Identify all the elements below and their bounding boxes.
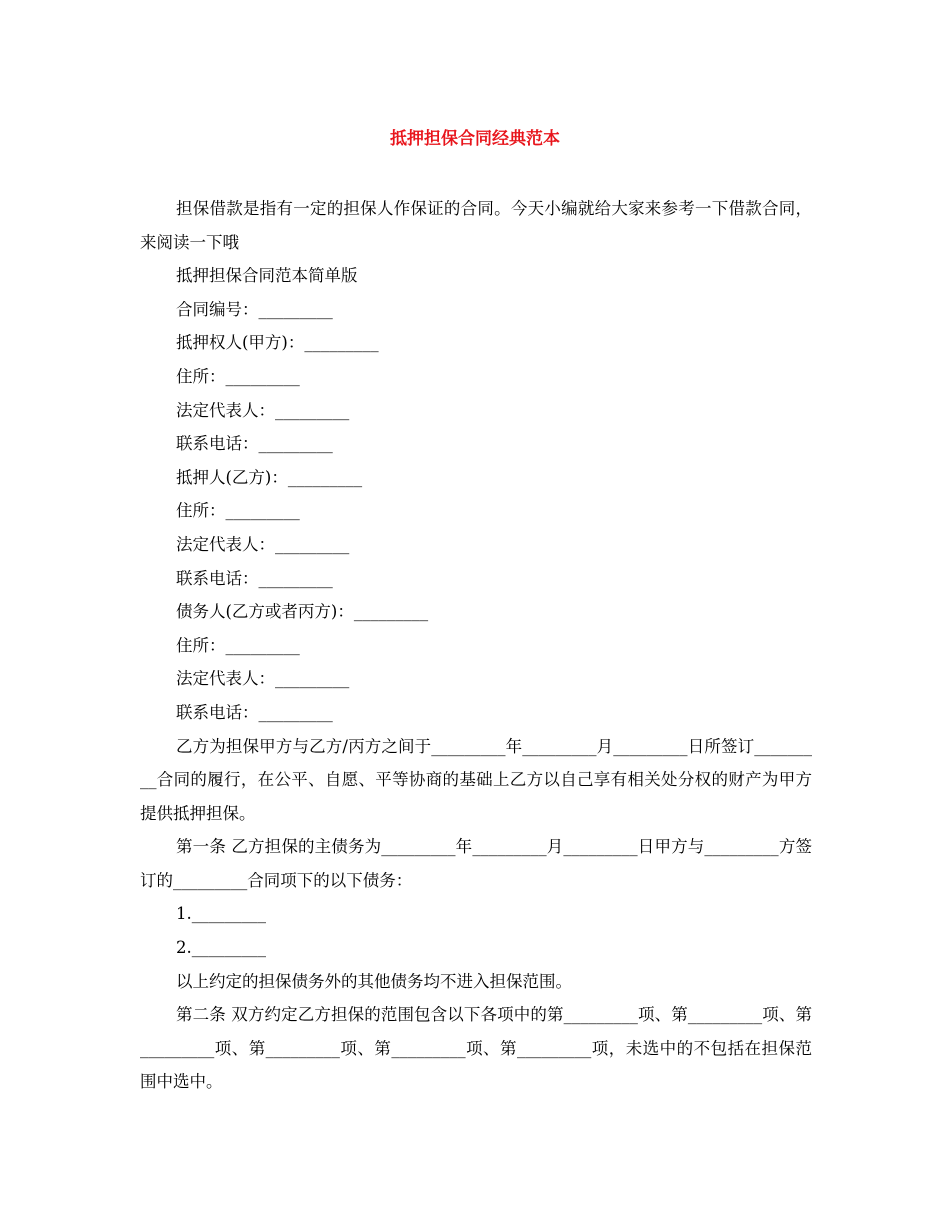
mortgagee-address-field: 住所：_________ [176,366,300,386]
mortgagee-phone-field: 联系电话：_________ [176,434,333,454]
mortgagor-legal-rep-field: 法定代表人：_________ [176,534,350,554]
article-one-paragraph: 第一条 乙方担保的主债务为_________年_________月_________日甲方与_________方签订的_________合同项下的以下债务： [140,837,812,890]
mortgagor-address-field: 住所：_________ [176,501,300,521]
debtor-field: 债务人(乙方或者丙方)：_________ [176,602,429,622]
intro-paragraph: 担保借款是指有一定的担保人作保证的合同。今天小编就给大家来参考一下借款合同，来阅读一下哦 [140,199,812,252]
debt-item-1: 1._________ [176,904,266,924]
debtor-address-field: 住所：_________ [176,635,300,655]
document-title: 抵押担保合同经典范本 [390,129,560,149]
debt-item-2: 2._________ [176,938,266,958]
mortgagee-legal-rep-field: 法定代表人：_________ [176,400,350,420]
debtor-legal-rep-field: 法定代表人：_________ [176,669,350,689]
mortgagee-field: 抵押权人(甲方)：_________ [176,333,379,353]
contract-number-field: 合同编号：_________ [176,299,333,319]
document-body [140,192,812,1099]
article-two-paragraph: 第二条 双方约定乙方担保的范围包含以下各项中的第_________项、第_________项、第_________项、第_________项、第_________项、第_________项，未选中的不包括在担保范围中选中。 [140,1005,812,1092]
scope-exclusion-paragraph: 以上约定的担保债务外的其他债务均不进入担保范围。 [176,971,572,991]
mortgagor-field: 抵押人(乙方)：_________ [176,467,363,487]
section-heading: 抵押担保合同范本简单版 [176,266,358,286]
debtor-phone-field: 联系电话：_________ [176,702,333,722]
preamble-paragraph: 乙方为担保甲方与乙方/丙方之间于_________年_________月_________日所签订_________合同的履行，在公平、自愿、平等协商的基础上乙方以自己享有相关处分权的财产为甲方提供抵押担保。 [140,736,812,823]
mortgagor-phone-field: 联系电话：_________ [176,568,333,588]
